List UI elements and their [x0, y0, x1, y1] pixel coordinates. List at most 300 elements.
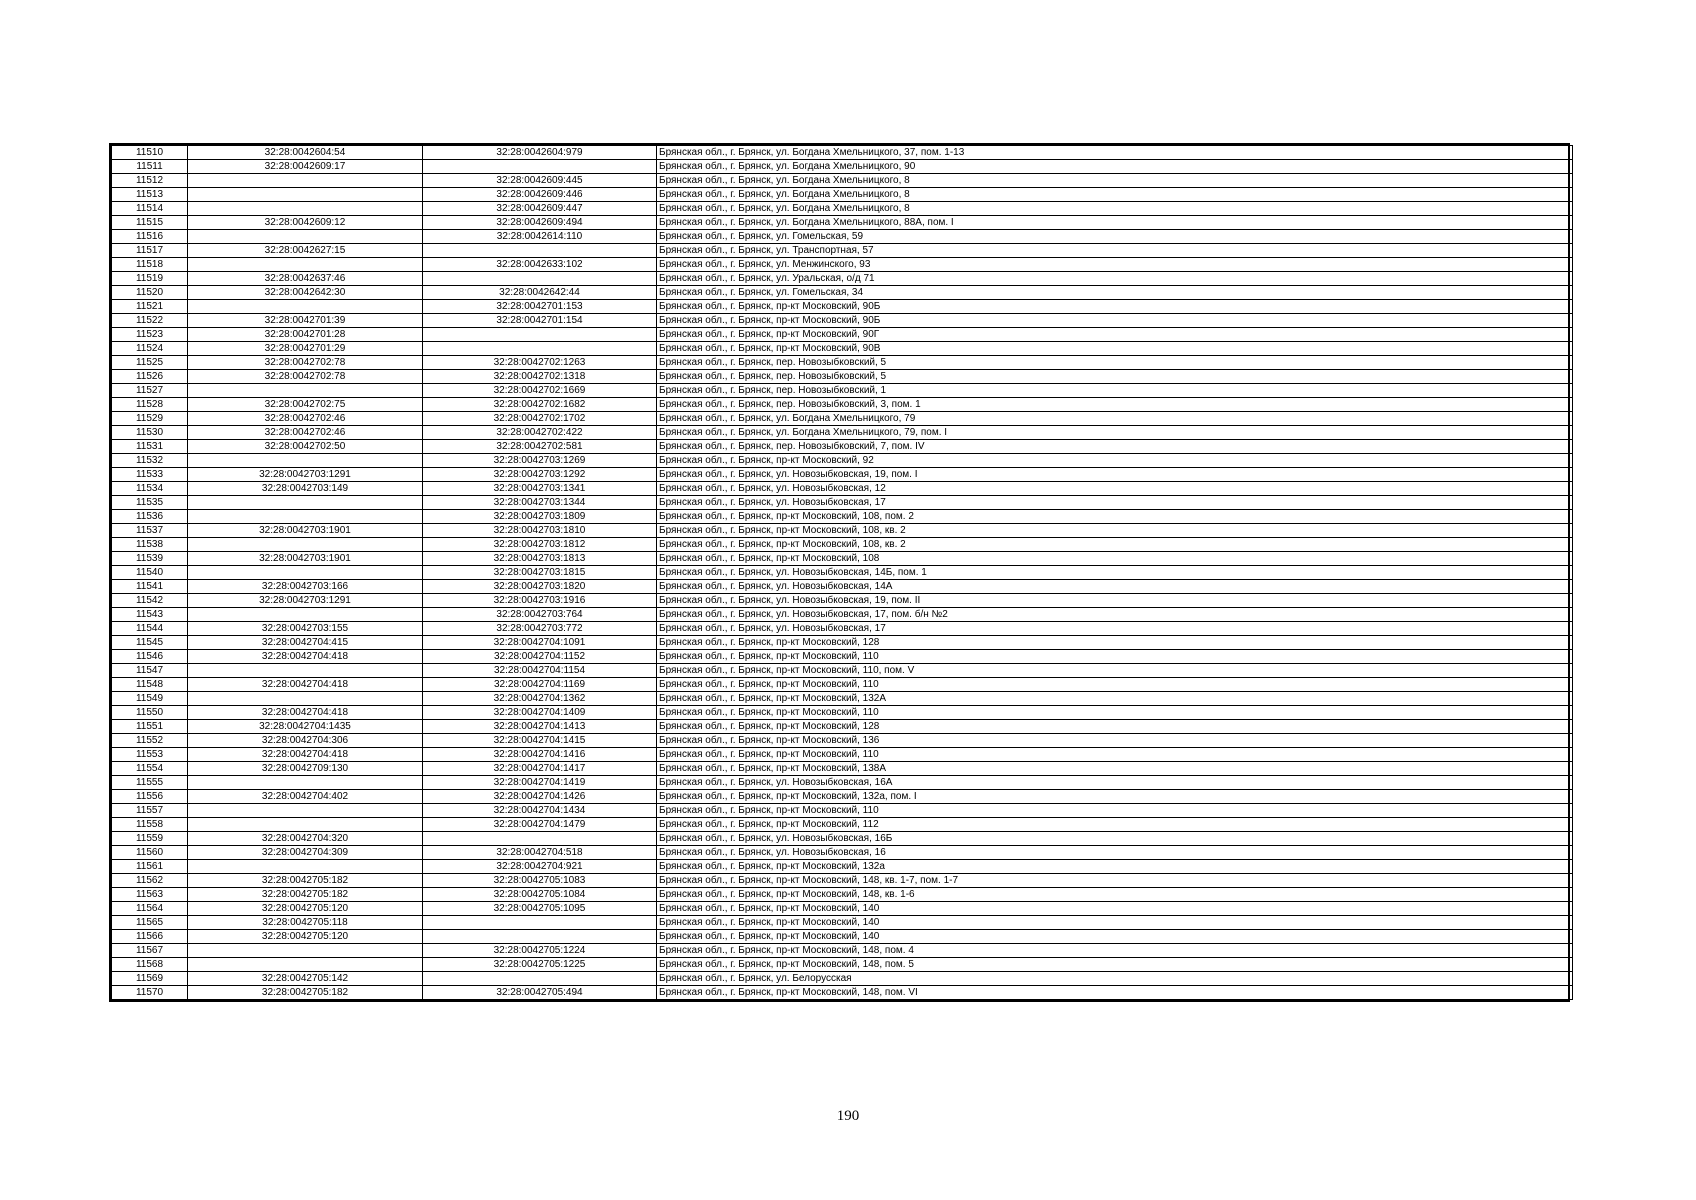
table-row	[112, 818, 1573, 832]
object-number-cell	[423, 916, 657, 930]
parcel-number-cell	[188, 202, 423, 216]
address-cell: Брянская обл., г. Брянск, ул. Новозыбковская, 19, пом. I	[657, 468, 1573, 482]
row-number-cell: 11531	[112, 440, 188, 454]
parcel-number-cell: 32:28:0042609:12	[188, 216, 423, 230]
object-number-cell: 32:28:0042704:1091	[423, 636, 657, 650]
address-cell: Брянская обл., г. Брянск, пр-кт Московский, 140	[657, 916, 1573, 930]
object-number-cell: 32:28:0042702:422	[423, 426, 657, 440]
row-number-cell: 11537	[112, 524, 188, 538]
table-row	[112, 468, 1573, 482]
address-cell: Брянская обл., г. Брянск, пр-кт Московский, 90В	[657, 342, 1573, 356]
table-row	[112, 832, 1573, 846]
object-number-cell: 32:28:0042642:44	[423, 286, 657, 300]
table-row	[112, 566, 1573, 580]
parcel-number-cell	[188, 496, 423, 510]
row-number-cell: 11514	[112, 202, 188, 216]
address-cell: Брянская обл., г. Брянск, пр-кт Московский, 90Б	[657, 314, 1573, 328]
table-row	[112, 748, 1573, 762]
row-number-cell: 11560	[112, 846, 188, 860]
address-cell: Брянская обл., г. Брянск, ул. Транспортная, 57	[657, 244, 1573, 258]
table-row	[112, 328, 1573, 342]
object-number-cell: 32:28:0042609:494	[423, 216, 657, 230]
registry-table-container	[109, 143, 1570, 1002]
row-number-cell: 11527	[112, 384, 188, 398]
object-number-cell: 32:28:0042704:1434	[423, 804, 657, 818]
address-cell: Брянская обл., г. Брянск, пр-кт Московский, 110, пом. V	[657, 664, 1573, 678]
row-number-cell: 11536	[112, 510, 188, 524]
table-row	[112, 524, 1573, 538]
object-number-cell: 32:28:0042704:1426	[423, 790, 657, 804]
row-number-cell: 11535	[112, 496, 188, 510]
object-number-cell: 32:28:0042703:772	[423, 622, 657, 636]
parcel-number-cell: 32:28:0042704:309	[188, 846, 423, 860]
object-number-cell: 32:28:0042633:102	[423, 258, 657, 272]
parcel-number-cell: 32:28:0042703:1901	[188, 524, 423, 538]
parcel-number-cell: 32:28:0042637:46	[188, 272, 423, 286]
row-number-cell: 11543	[112, 608, 188, 622]
row-number-cell: 11558	[112, 818, 188, 832]
parcel-number-cell: 32:28:0042702:46	[188, 412, 423, 426]
table-row	[112, 230, 1573, 244]
address-cell: Брянская обл., г. Брянск, ул. Богдана Хмельницкого, 37, пом. 1-13	[657, 146, 1573, 160]
row-number-cell: 11511	[112, 160, 188, 174]
parcel-number-cell: 32:28:0042703:1291	[188, 594, 423, 608]
parcel-number-cell: 32:28:0042705:120	[188, 930, 423, 944]
row-number-cell: 11525	[112, 356, 188, 370]
row-number-cell: 11516	[112, 230, 188, 244]
object-number-cell: 32:28:0042702:1682	[423, 398, 657, 412]
address-cell: Брянская обл., г. Брянск, пр-кт Московский, 132А	[657, 692, 1573, 706]
object-number-cell: 32:28:0042705:1095	[423, 902, 657, 916]
table-row	[112, 482, 1573, 496]
object-number-cell	[423, 328, 657, 342]
parcel-number-cell: 32:28:0042702:46	[188, 426, 423, 440]
table-row	[112, 342, 1573, 356]
parcel-number-cell: 32:28:0042704:306	[188, 734, 423, 748]
address-cell: Брянская обл., г. Брянск, пр-кт Московский, 148, кв. 1-6	[657, 888, 1573, 902]
object-number-cell: 32:28:0042604:979	[423, 146, 657, 160]
object-number-cell: 32:28:0042703:1269	[423, 454, 657, 468]
address-cell: Брянская обл., г. Брянск, пр-кт Московский, 148, пом. 4	[657, 944, 1573, 958]
object-number-cell: 32:28:0042609:445	[423, 174, 657, 188]
object-number-cell: 32:28:0042703:1813	[423, 552, 657, 566]
address-cell: Брянская обл., г. Брянск, ул. Новозыбковская, 19, пом. II	[657, 594, 1573, 608]
table-row	[112, 706, 1573, 720]
address-cell: Брянская обл., г. Брянск, пер. Новозыбковский, 3, пом. 1	[657, 398, 1573, 412]
address-cell: Брянская обл., г. Брянск, ул. Богдана Хмельницкого, 90	[657, 160, 1573, 174]
parcel-number-cell: 32:28:0042703:166	[188, 580, 423, 594]
parcel-number-cell: 32:28:0042609:17	[188, 160, 423, 174]
table-row	[112, 622, 1573, 636]
parcel-number-cell: 32:28:0042702:78	[188, 356, 423, 370]
table-row	[112, 370, 1573, 384]
parcel-number-cell: 32:28:0042702:75	[188, 398, 423, 412]
parcel-number-cell: 32:28:0042704:1435	[188, 720, 423, 734]
row-number-cell: 11566	[112, 930, 188, 944]
object-number-cell: 32:28:0042702:1263	[423, 356, 657, 370]
object-number-cell: 32:28:0042705:1225	[423, 958, 657, 972]
address-cell: Брянская обл., г. Брянск, пр-кт Московский, 148, кв. 1-7, пом. 1-7	[657, 874, 1573, 888]
parcel-number-cell: 32:28:0042604:54	[188, 146, 423, 160]
address-cell: Брянская обл., г. Брянск, пр-кт Московский, 112	[657, 818, 1573, 832]
object-number-cell	[423, 244, 657, 258]
address-cell: Брянская обл., г. Брянск, ул. Новозыбковская, 12	[657, 482, 1573, 496]
address-cell: Брянская обл., г. Брянск, пр-кт Московский, 128	[657, 720, 1573, 734]
object-number-cell: 32:28:0042705:494	[423, 986, 657, 1000]
address-cell: Брянская обл., г. Брянск, пр-кт Московский, 148, пом. 5	[657, 958, 1573, 972]
table-row	[112, 454, 1573, 468]
row-number-cell: 11538	[112, 538, 188, 552]
table-row	[112, 650, 1573, 664]
address-cell: Брянская обл., г. Брянск, пр-кт Московский, 90Г	[657, 328, 1573, 342]
address-cell: Брянская обл., г. Брянск, пр-кт Московский, 132а, пом. I	[657, 790, 1573, 804]
table-row	[112, 692, 1573, 706]
registry-table	[111, 145, 1573, 1000]
object-number-cell: 32:28:0042705:1084	[423, 888, 657, 902]
parcel-number-cell	[188, 804, 423, 818]
row-number-cell: 11555	[112, 776, 188, 790]
parcel-number-cell: 32:28:0042703:149	[188, 482, 423, 496]
table-row	[112, 594, 1573, 608]
row-number-cell: 11542	[112, 594, 188, 608]
parcel-number-cell: 32:28:0042704:418	[188, 678, 423, 692]
address-cell: Брянская обл., г. Брянск, ул. Богдана Хмельницкого, 8	[657, 202, 1573, 216]
row-number-cell: 11521	[112, 300, 188, 314]
row-number-cell: 11533	[112, 468, 188, 482]
table-row	[112, 552, 1573, 566]
address-cell: Брянская обл., г. Брянск, пр-кт Московский, 108	[657, 552, 1573, 566]
row-number-cell: 11552	[112, 734, 188, 748]
object-number-cell: 32:28:0042609:447	[423, 202, 657, 216]
row-number-cell: 11548	[112, 678, 188, 692]
table-row	[112, 496, 1573, 510]
table-row	[112, 160, 1573, 174]
row-number-cell: 11530	[112, 426, 188, 440]
table-row	[112, 888, 1573, 902]
address-cell: Брянская обл., г. Брянск, ул. Новозыбковская, 17	[657, 496, 1573, 510]
object-number-cell: 32:28:0042704:1415	[423, 734, 657, 748]
parcel-number-cell	[188, 566, 423, 580]
address-cell: Брянская обл., г. Брянск, пр-кт Московский, 92	[657, 454, 1573, 468]
table-row	[112, 776, 1573, 790]
table-row	[112, 272, 1573, 286]
row-number-cell: 11534	[112, 482, 188, 496]
object-number-cell: 32:28:0042703:1820	[423, 580, 657, 594]
row-number-cell: 11539	[112, 552, 188, 566]
object-number-cell: 32:28:0042704:921	[423, 860, 657, 874]
parcel-number-cell: 32:28:0042704:418	[188, 650, 423, 664]
parcel-number-cell	[188, 230, 423, 244]
table-row	[112, 580, 1573, 594]
parcel-number-cell	[188, 818, 423, 832]
row-number-cell: 11532	[112, 454, 188, 468]
object-number-cell	[423, 160, 657, 174]
table-row	[112, 664, 1573, 678]
row-number-cell: 11512	[112, 174, 188, 188]
address-cell: Брянская обл., г. Брянск, ул. Гомельская, 59	[657, 230, 1573, 244]
parcel-number-cell: 32:28:0042705:182	[188, 874, 423, 888]
table-row	[112, 720, 1573, 734]
parcel-number-cell	[188, 692, 423, 706]
address-cell: Брянская обл., г. Брянск, пр-кт Московский, 110	[657, 650, 1573, 664]
parcel-number-cell: 32:28:0042627:15	[188, 244, 423, 258]
address-cell: Брянская обл., г. Брянск, пр-кт Московский, 108, пом. 2	[657, 510, 1573, 524]
table-row	[112, 860, 1573, 874]
table-row	[112, 412, 1573, 426]
address-cell: Брянская обл., г. Брянск, ул. Богдана Хмельницкого, 88А, пом. I	[657, 216, 1573, 230]
object-number-cell: 32:28:0042702:1702	[423, 412, 657, 426]
row-number-cell: 11564	[112, 902, 188, 916]
row-number-cell: 11540	[112, 566, 188, 580]
parcel-number-cell	[188, 776, 423, 790]
object-number-cell: 32:28:0042705:1224	[423, 944, 657, 958]
address-cell: Брянская обл., г. Брянск, ул. Новозыбковская, 16Б	[657, 832, 1573, 846]
row-number-cell: 11513	[112, 188, 188, 202]
parcel-number-cell: 32:28:0042701:39	[188, 314, 423, 328]
parcel-number-cell	[188, 300, 423, 314]
table-row	[112, 174, 1573, 188]
parcel-number-cell: 32:28:0042704:402	[188, 790, 423, 804]
table-row	[112, 300, 1573, 314]
address-cell: Брянская обл., г. Брянск, пер. Новозыбковский, 5	[657, 356, 1573, 370]
address-cell: Брянская обл., г. Брянск, ул. Уральская, о/д 71	[657, 272, 1573, 286]
parcel-number-cell: 32:28:0042709:130	[188, 762, 423, 776]
object-number-cell: 32:28:0042705:1083	[423, 874, 657, 888]
row-number-cell: 11524	[112, 342, 188, 356]
table-row	[112, 972, 1573, 986]
address-cell: Брянская обл., г. Брянск, ул. Новозыбковская, 14Б, пом. 1	[657, 566, 1573, 580]
table-row	[112, 930, 1573, 944]
table-row	[112, 902, 1573, 916]
row-number-cell: 11570	[112, 986, 188, 1000]
table-row	[112, 188, 1573, 202]
row-number-cell: 11529	[112, 412, 188, 426]
address-cell: Брянская обл., г. Брянск, пер. Новозыбковский, 1	[657, 384, 1573, 398]
parcel-number-cell: 32:28:0042702:78	[188, 370, 423, 384]
object-number-cell: 32:28:0042703:1812	[423, 538, 657, 552]
parcel-number-cell	[188, 188, 423, 202]
object-number-cell: 32:28:0042609:446	[423, 188, 657, 202]
row-number-cell: 11569	[112, 972, 188, 986]
row-number-cell: 11556	[112, 790, 188, 804]
parcel-number-cell	[188, 664, 423, 678]
row-number-cell: 11559	[112, 832, 188, 846]
table-row	[112, 258, 1573, 272]
table-row	[112, 916, 1573, 930]
object-number-cell: 32:28:0042703:1292	[423, 468, 657, 482]
row-number-cell: 11510	[112, 146, 188, 160]
object-number-cell: 32:28:0042703:1809	[423, 510, 657, 524]
object-number-cell: 32:28:0042704:1409	[423, 706, 657, 720]
row-number-cell: 11551	[112, 720, 188, 734]
row-number-cell: 11541	[112, 580, 188, 594]
parcel-number-cell	[188, 454, 423, 468]
table-row	[112, 944, 1573, 958]
object-number-cell: 32:28:0042703:1815	[423, 566, 657, 580]
address-cell: Брянская обл., г. Брянск, ул. Новозыбковская, 17, пом. б/н №2	[657, 608, 1573, 622]
row-number-cell: 11561	[112, 860, 188, 874]
row-number-cell: 11528	[112, 398, 188, 412]
address-cell: Брянская обл., г. Брянск, пр-кт Московский, 110	[657, 678, 1573, 692]
parcel-number-cell: 32:28:0042705:118	[188, 916, 423, 930]
parcel-number-cell: 32:28:0042702:50	[188, 440, 423, 454]
row-number-cell: 11520	[112, 286, 188, 300]
table-row	[112, 384, 1573, 398]
address-cell: Брянская обл., г. Брянск, ул. Новозыбковская, 17	[657, 622, 1573, 636]
table-row	[112, 426, 1573, 440]
parcel-number-cell	[188, 958, 423, 972]
table-row	[112, 244, 1573, 258]
object-number-cell: 32:28:0042702:581	[423, 440, 657, 454]
row-number-cell: 11557	[112, 804, 188, 818]
object-number-cell: 32:28:0042702:1669	[423, 384, 657, 398]
table-row	[112, 510, 1573, 524]
table-row	[112, 804, 1573, 818]
address-cell: Брянская обл., г. Брянск, пер. Новозыбковский, 7, пом. IV	[657, 440, 1573, 454]
parcel-number-cell: 32:28:0042705:120	[188, 902, 423, 916]
row-number-cell: 11545	[112, 636, 188, 650]
address-cell: Брянская обл., г. Брянск, пр-кт Московский, 128	[657, 636, 1573, 650]
table-row	[112, 608, 1573, 622]
table-row	[112, 846, 1573, 860]
table-row	[112, 986, 1573, 1000]
table-row	[112, 958, 1573, 972]
row-number-cell: 11562	[112, 874, 188, 888]
address-cell: Брянская обл., г. Брянск, пр-кт Московский, 108, кв. 2	[657, 538, 1573, 552]
parcel-number-cell	[188, 510, 423, 524]
page-number: 190	[836, 1108, 860, 1124]
object-number-cell: 32:28:0042703:764	[423, 608, 657, 622]
object-number-cell: 32:28:0042704:518	[423, 846, 657, 860]
parcel-number-cell: 32:28:0042703:1901	[188, 552, 423, 566]
row-number-cell: 11567	[112, 944, 188, 958]
table-row	[112, 146, 1573, 160]
parcel-number-cell	[188, 258, 423, 272]
row-number-cell: 11517	[112, 244, 188, 258]
object-number-cell: 32:28:0042704:1413	[423, 720, 657, 734]
address-cell: Брянская обл., г. Брянск, ул. Богдана Хмельницкого, 8	[657, 188, 1573, 202]
address-cell: Брянская обл., г. Брянск, пр-кт Московский, 108, кв. 2	[657, 524, 1573, 538]
address-cell: Брянская обл., г. Брянск, пр-кт Московский, 110	[657, 706, 1573, 720]
row-number-cell: 11547	[112, 664, 188, 678]
row-number-cell: 11565	[112, 916, 188, 930]
table-row	[112, 286, 1573, 300]
address-cell: Брянская обл., г. Брянск, ул. Новозыбковская, 16	[657, 846, 1573, 860]
parcel-number-cell	[188, 608, 423, 622]
row-number-cell: 11518	[112, 258, 188, 272]
parcel-number-cell: 32:28:0042705:142	[188, 972, 423, 986]
table-row	[112, 202, 1573, 216]
address-cell: Брянская обл., г. Брянск, ул. Белорусская	[657, 972, 1573, 986]
object-number-cell	[423, 972, 657, 986]
address-cell: Брянская обл., г. Брянск, ул. Гомельская, 34	[657, 286, 1573, 300]
parcel-number-cell: 32:28:0042704:320	[188, 832, 423, 846]
address-cell: Брянская обл., г. Брянск, пр-кт Московский, 110	[657, 804, 1573, 818]
address-cell: Брянская обл., г. Брянск, ул. Новозыбковская, 16А	[657, 776, 1573, 790]
table-row	[112, 762, 1573, 776]
parcel-number-cell: 32:28:0042705:182	[188, 986, 423, 1000]
parcel-number-cell	[188, 944, 423, 958]
table-row	[112, 440, 1573, 454]
object-number-cell: 32:28:0042704:1417	[423, 762, 657, 776]
parcel-number-cell: 32:28:0042704:418	[188, 706, 423, 720]
row-number-cell: 11549	[112, 692, 188, 706]
object-number-cell	[423, 832, 657, 846]
table-row	[112, 398, 1573, 412]
object-number-cell: 32:28:0042703:1916	[423, 594, 657, 608]
address-cell: Брянская обл., г. Брянск, ул. Богдана Хмельницкого, 79, пом. I	[657, 426, 1573, 440]
object-number-cell: 32:28:0042704:1152	[423, 650, 657, 664]
parcel-number-cell	[188, 860, 423, 874]
row-number-cell: 11519	[112, 272, 188, 286]
row-number-cell: 11546	[112, 650, 188, 664]
table-row	[112, 678, 1573, 692]
address-cell: Брянская обл., г. Брянск, пр-кт Московский, 140	[657, 902, 1573, 916]
table-row	[112, 216, 1573, 230]
parcel-number-cell: 32:28:0042703:155	[188, 622, 423, 636]
address-cell: Брянская обл., г. Брянск, ул. Менжинского, 93	[657, 258, 1573, 272]
row-number-cell: 11568	[112, 958, 188, 972]
parcel-number-cell: 32:28:0042703:1291	[188, 468, 423, 482]
parcel-number-cell: 32:28:0042704:418	[188, 748, 423, 762]
row-number-cell: 11526	[112, 370, 188, 384]
object-number-cell: 32:28:0042701:154	[423, 314, 657, 328]
row-number-cell: 11554	[112, 762, 188, 776]
object-number-cell: 32:28:0042614:110	[423, 230, 657, 244]
address-cell: Брянская обл., г. Брянск, пр-кт Московский, 138А	[657, 762, 1573, 776]
row-number-cell: 11544	[112, 622, 188, 636]
object-number-cell: 32:28:0042704:1479	[423, 818, 657, 832]
object-number-cell	[423, 272, 657, 286]
table-row	[112, 314, 1573, 328]
address-cell: Брянская обл., г. Брянск, пр-кт Московский, 136	[657, 734, 1573, 748]
object-number-cell	[423, 342, 657, 356]
object-number-cell: 32:28:0042704:1169	[423, 678, 657, 692]
object-number-cell: 32:28:0042704:1362	[423, 692, 657, 706]
object-number-cell: 32:28:0042703:1344	[423, 496, 657, 510]
table-row	[112, 538, 1573, 552]
address-cell: Брянская обл., г. Брянск, ул. Богдана Хмельницкого, 8	[657, 174, 1573, 188]
object-number-cell: 32:28:0042701:153	[423, 300, 657, 314]
row-number-cell: 11563	[112, 888, 188, 902]
address-cell: Брянская обл., г. Брянск, пр-кт Московский, 110	[657, 748, 1573, 762]
table-row	[112, 790, 1573, 804]
registry-table-body	[112, 146, 1573, 1000]
table-row	[112, 636, 1573, 650]
parcel-number-cell	[188, 538, 423, 552]
address-cell: Брянская обл., г. Брянск, ул. Богдана Хмельницкого, 79	[657, 412, 1573, 426]
parcel-number-cell: 32:28:0042705:182	[188, 888, 423, 902]
row-number-cell: 11522	[112, 314, 188, 328]
address-cell: Брянская обл., г. Брянск, пр-кт Московский, 140	[657, 930, 1573, 944]
parcel-number-cell	[188, 174, 423, 188]
object-number-cell: 32:28:0042704:1154	[423, 664, 657, 678]
row-number-cell: 11515	[112, 216, 188, 230]
table-row	[112, 356, 1573, 370]
parcel-number-cell: 32:28:0042701:28	[188, 328, 423, 342]
object-number-cell: 32:28:0042704:1416	[423, 748, 657, 762]
object-number-cell: 32:28:0042703:1341	[423, 482, 657, 496]
table-row	[112, 734, 1573, 748]
parcel-number-cell: 32:28:0042642:30	[188, 286, 423, 300]
row-number-cell: 11523	[112, 328, 188, 342]
row-number-cell: 11550	[112, 706, 188, 720]
row-number-cell: 11553	[112, 748, 188, 762]
object-number-cell: 32:28:0042702:1318	[423, 370, 657, 384]
address-cell: Брянская обл., г. Брянск, пр-кт Московский, 132а	[657, 860, 1573, 874]
parcel-number-cell	[188, 384, 423, 398]
object-number-cell: 32:28:0042704:1419	[423, 776, 657, 790]
